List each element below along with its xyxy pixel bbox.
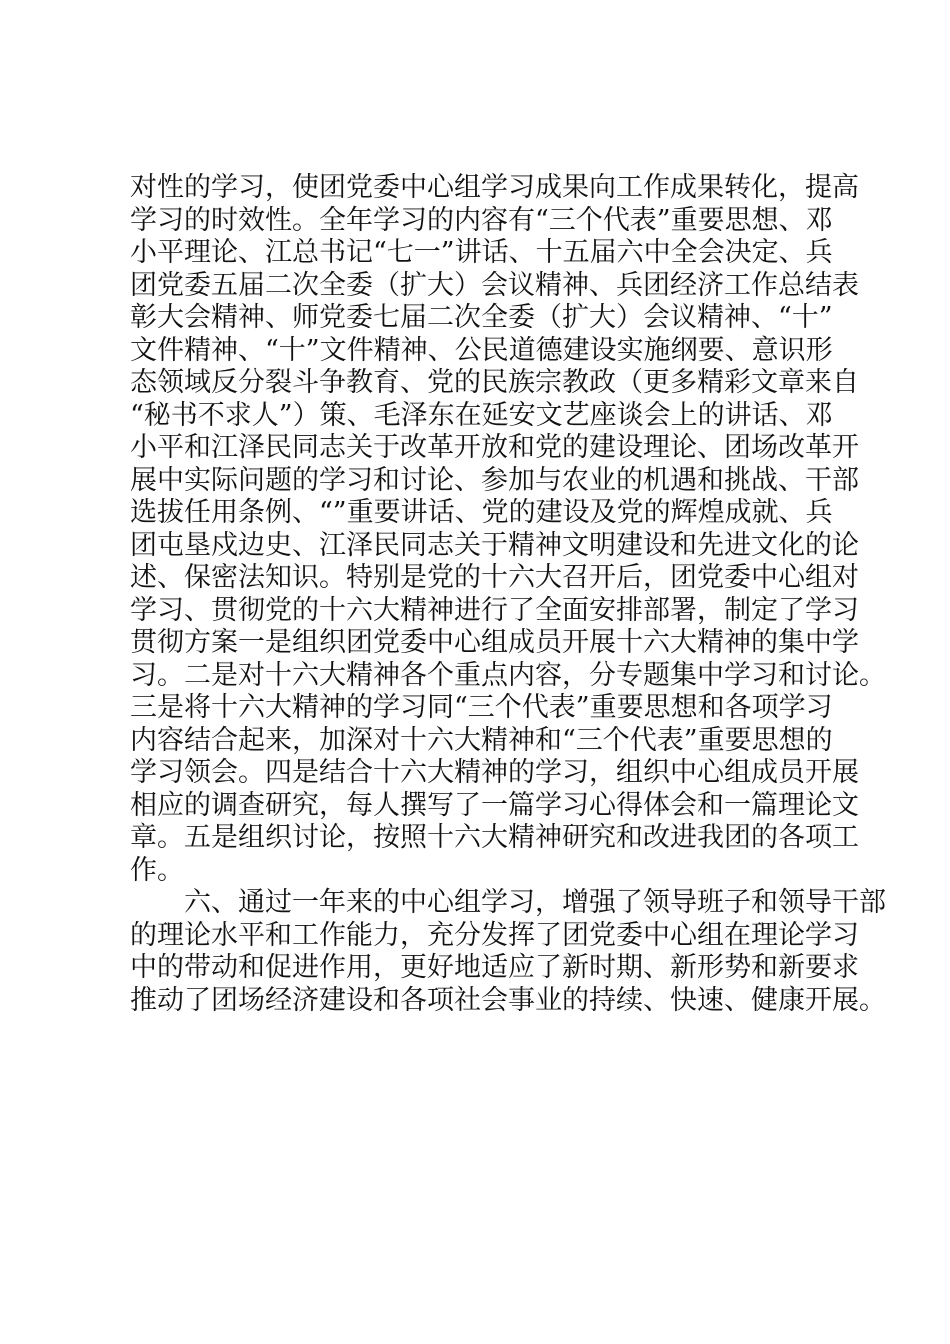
text-line: 述、保密法知识。特别是党的十六大召开后，团党委中心组对 (130, 562, 859, 593)
text-line: 对性的学习，使团党委中心组学习成果向工作成果转化，提高 (130, 172, 859, 203)
text-line: 学习、贯彻党的十六大精神进行了全面安排部署，制定了学习 (130, 594, 859, 626)
text-line: 推动了团场经济建设和各项社会事业的持续、快速、健康开展。 (130, 984, 886, 1016)
body-text (130, 172, 890, 1017)
text-line: 展中实际问题的学习和讨论、参加与农业的机遇和挑战、干部 (130, 464, 859, 496)
text-line: 态领域反分裂斗争教育、党的民族宗教政（更多精彩文章来自 (130, 367, 859, 398)
text-line: 选拔任用条例、“”重要讲话、党的建设及党的辉煌成就、兵 (130, 497, 833, 528)
text-line: 彰大会精神、师党委七届二次全委（扩大）会议精神、“十” (130, 302, 833, 333)
text-line: 内容结合起来，加深对十六大精神和“三个代表”重要思想的 (130, 724, 833, 756)
text-line: 学习领会。四是结合十六大精神的学习，组织中心组成员开展 (130, 757, 859, 788)
text-line: 团屯垦戍边史、江泽民同志关于精神文明建设和先进文化的论 (130, 529, 859, 561)
text-line: 章。五是组织讨论，按照十六大精神研究和改进我团的各项工 (130, 822, 859, 853)
text-line: 的理论水平和工作能力，充分发挥了团党委中心组在理论学习 (130, 919, 859, 951)
text-line: 小平和江泽民同志关于改革开放和党的建设理论、团场改革开 (130, 432, 859, 463)
text-line: 三是将十六大精神的学习同“三个代表”重要思想和各项学习 (130, 692, 833, 723)
text-line: 习。二是对十六大精神各个重点内容，分专题集中学习和讨论。 (130, 659, 886, 691)
text-line: 学习的时效性。全年学习的内容有“三个代表”重要思想、邓 (130, 204, 833, 236)
text-line: 贯彻方案一是组织团党委中心组成员开展十六大精神的集中学 (130, 627, 859, 658)
text-line: 文件精神、“十”文件精神、公民道德建设实施纲要、意识形 (130, 334, 833, 366)
text-line: 中的带动和促进作用，更好地适应了新时期、新形势和新要求 (130, 952, 859, 983)
text-line: “秘书不求人”）策、毛泽东在延安文艺座谈会上的讲话、邓 (130, 399, 833, 431)
text-line: 相应的调查研究，每人撰写了一篇学习心得体会和一篇理论文 (130, 789, 859, 821)
text-line: 小平理论、江总书记“七一”讲话、十五届六中全会决定、兵 (130, 237, 833, 268)
paragraph-start-line: 六、通过一年来的中心组学习，增强了领导班子和领导干部 (184, 887, 886, 918)
text-line: 作。 (130, 854, 184, 886)
text-line: 团党委五届二次全委（扩大）会议精神、兵团经济工作总结表 (130, 269, 859, 301)
